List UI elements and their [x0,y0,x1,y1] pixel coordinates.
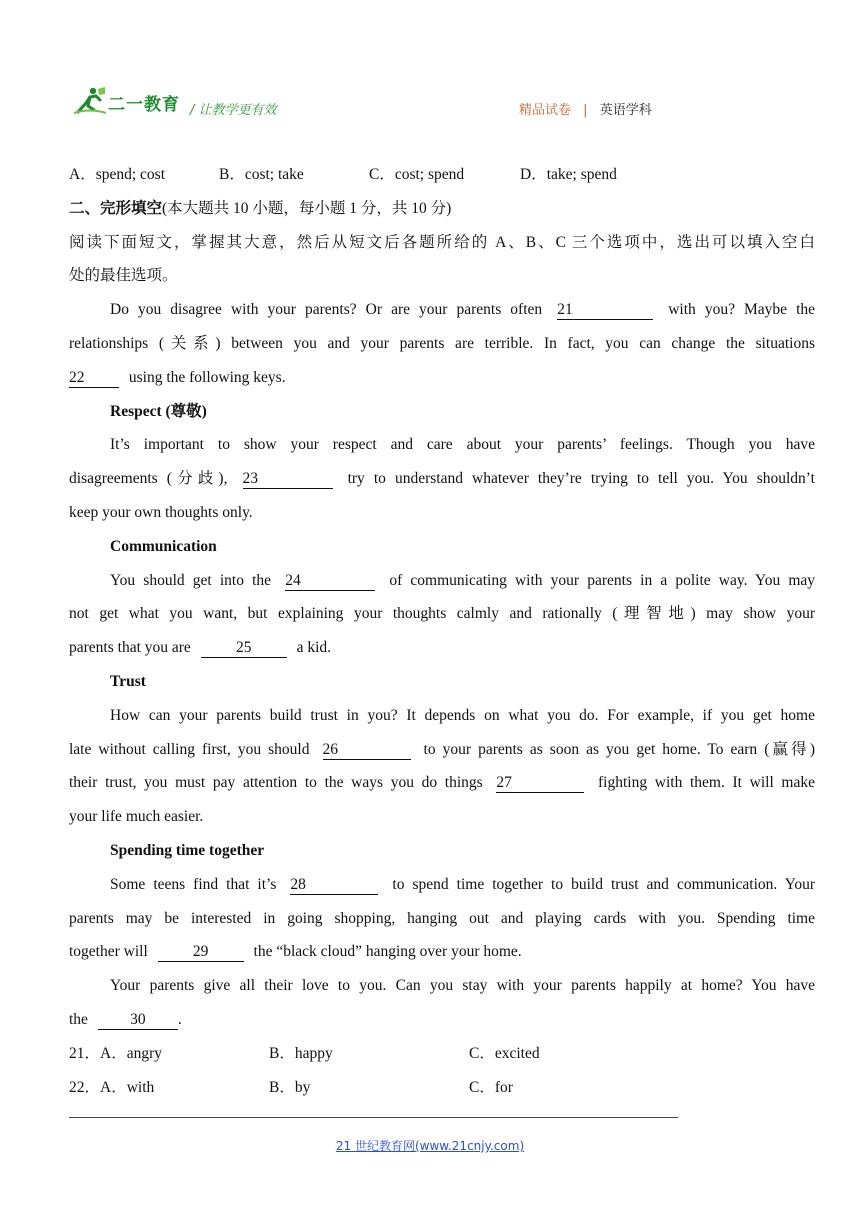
blank-27: 27 [496,774,584,793]
question-number: 21． [69,1044,101,1062]
text-span: together will [69,943,148,961]
text-span: to your parents as soon as you get home. To earn (赢得) [423,740,815,758]
passage-line: relationships (关系) between you and your parents are terrible. In fact, you can change the situations [69,334,815,352]
blank-28: 28 [290,876,378,895]
blank-24: 24 [285,572,375,591]
section-title-bold: 二、完形填空 [69,199,163,217]
text-span: . [177,1010,182,1028]
question-21 [69,1037,815,1071]
text-span: fighting with them. It will make [598,774,816,792]
previous-question-options [69,158,815,192]
text-span: using the following keys. [128,368,286,386]
instruction-line-1: 阅读下面短文，掌握其大意，然后从短文后各题所给的 A、B、C 三个选项中，选出可以填入空白 [69,233,815,251]
question-22-option-b: B．by [269,1078,311,1096]
option-a: A．spend; cost [69,166,166,183]
passage-line [69,766,815,800]
blank-25: 25 [201,639,287,658]
question-21-option-b: B．happy [269,1044,333,1062]
runner-logo-icon [72,86,108,116]
blank-22: 22 [69,369,119,388]
text-span: You should get into the [110,571,272,589]
instruction-line-2: 处的最佳选项。 [69,267,178,285]
text-span: try to understand whatever they’re trying to tell you. You shouldn’t [347,470,815,488]
question-22 [69,1071,815,1105]
header-tags [519,99,652,118]
passage-line: How can your parents build trust in you? It depends on what you do. For example, if you get home [110,706,815,724]
section-title-rest: (本大题共 10 小题，每小题 1 分，共 10 分) [162,199,452,217]
text-span: Do you disagree with your parents? Or are your parents often [110,301,543,319]
question-22-option-c: C．for [469,1078,513,1096]
question-21-option-a [69,1037,269,1071]
passage-line: Your parents give all their love to you. Can you stay with your parents happily at home? You have [110,977,815,995]
logo-text: 二一教育 [108,95,180,115]
option-c: C．cost; spend [369,166,465,183]
passage-line [69,564,815,598]
text-span: the “black cloud” hanging over your home. [253,943,522,961]
passage-line [69,935,815,969]
tag-subject: 英语学科 [599,103,652,118]
text-span: Some teens find that it’s [110,875,277,893]
passage-line [69,293,815,327]
blank-23: 23 [243,470,333,489]
passage-line [69,733,815,767]
passage-line [69,462,815,496]
blank-26: 26 [323,741,411,760]
passage-line: parents may be interested in going shopping, hanging out and playing cards with you. Spending time [69,909,815,927]
text-span: disagreements (分歧), [69,470,228,488]
passage-line [69,1003,815,1037]
section-title [69,192,815,226]
heading-trust: Trust [110,672,146,690]
footer-divider [69,1117,678,1118]
blank-29: 29 [158,943,244,962]
passage-line: keep your own thoughts only. [69,503,253,521]
option-text: A．angry [100,1044,163,1062]
slogan: / 让教学更有效 [190,103,277,118]
heading-respect: Respect (尊敬) [110,402,207,420]
passage-line [69,361,815,395]
footer-link[interactable]: 21 世纪教育网(www.21cnjy.com) [335,1139,525,1153]
logo [72,86,182,116]
passage-line: your life much easier. [69,808,204,826]
passage-line [69,868,815,902]
tag-separator: | [583,103,588,118]
text-span: late without calling first, you should [69,740,310,758]
text-span: a kid. [296,639,331,657]
option-b: B．cost; take [219,166,304,183]
page-header [72,86,792,116]
text-span: of communicating with your parents in a polite way. You may [389,571,816,589]
heading-spending-time: Spending time together [110,841,265,859]
text-span: with you? Maybe the [668,301,816,319]
blank-21: 21 [557,301,653,320]
question-22-option-a [69,1071,269,1105]
passage-line: It’s important to show your respect and care about your parents’ feelings. Though you have [110,436,815,454]
text-span: parents that you are [69,639,191,657]
text-span: the [69,1010,88,1028]
text-span: their trust, you must pay attention to the ways you do things [69,774,483,792]
passage-line [69,631,815,665]
tag-quality-paper: 精品试卷 [519,103,572,118]
heading-communication: Communication [110,537,217,555]
question-number: 22． [69,1078,101,1096]
passage-line: not get what you want, but explaining your thoughts calmly and rationally (理智地) may show your [69,605,815,623]
blank-30: 30 [98,1011,178,1030]
question-21-option-c: C．excited [469,1044,540,1062]
option-text: A．with [100,1078,155,1096]
option-d: D．take; spend [520,166,617,183]
text-span: to spend time together to build trust and communication. Your [392,875,815,893]
document-body [69,158,815,1104]
